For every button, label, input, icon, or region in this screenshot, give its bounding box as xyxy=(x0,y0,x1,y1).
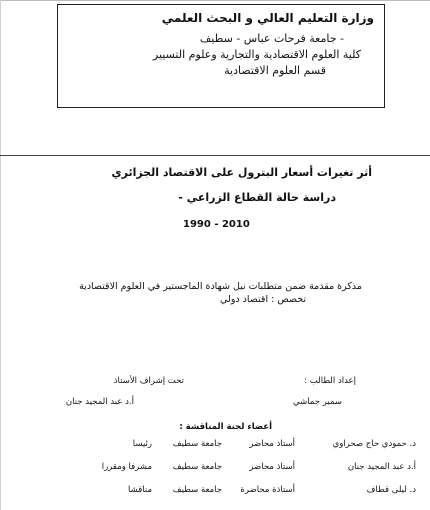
ministry-line: وزارة التعليم العالي و البحث العلمي xyxy=(161,11,374,25)
committee-member-row xyxy=(0,439,430,453)
member-university: جامعة سطيف xyxy=(172,485,222,495)
member-university: جامعة سطيف xyxy=(172,462,222,472)
page-top-edge xyxy=(0,0,430,1)
page-left-edge xyxy=(0,0,1,510)
member-role: رئيسا xyxy=(132,439,152,449)
student-name: سمير جماشي xyxy=(293,397,342,407)
department-line: قسم العلوم الاقتصادية xyxy=(224,64,326,77)
member-rank: أستاذ محاضر xyxy=(249,462,295,472)
faculty-line: كلية العلوم الاقتصادية والتجارية وعلوم التسيير xyxy=(152,48,361,61)
institution-header-box xyxy=(57,4,385,108)
committee-member-row xyxy=(0,485,430,499)
study-period: 1990 - 2010 xyxy=(183,219,250,230)
memo-description: مذكرة مقدمة ضمن متطلبات نيل شهادة الماجستير في العلوم الاقتصادية xyxy=(79,281,362,292)
member-role: مشرفا ومقررا xyxy=(101,462,152,472)
university-line: - جامعة فرحات عباس - سطيف xyxy=(199,32,344,45)
member-role: مناقشا xyxy=(128,485,152,495)
page-divider xyxy=(0,155,430,156)
member-rank: أستاذ محاضر xyxy=(249,439,295,449)
member-name: د. ليلى قطاف xyxy=(366,485,416,495)
member-name: أ.د عبد المجيد جنان xyxy=(347,462,416,472)
thesis-subtitle: دراسة حالة القطاع الزراعي - xyxy=(178,191,336,204)
committee-title: أعضاء لجنة المناقشة : xyxy=(179,422,272,432)
prepared-by-label: إعداد الطالب : xyxy=(304,376,356,386)
supervisor-label: تحت إشراف الأستاذ xyxy=(113,376,184,386)
thesis-title: أثر تغيرات أسعار البترول على الاقتصاد الجزائري xyxy=(111,166,372,179)
supervisor-name: أ.د عبد المجيد جنان xyxy=(65,397,134,407)
committee-member-row xyxy=(0,462,430,476)
member-name: د. حمودي حاج صحراوي xyxy=(332,439,416,449)
specialization: تخصص : اقتصاد دولي xyxy=(220,294,306,305)
member-university: جامعة سطيف xyxy=(172,439,222,449)
member-rank: أستاذة محاضرة xyxy=(240,485,295,495)
